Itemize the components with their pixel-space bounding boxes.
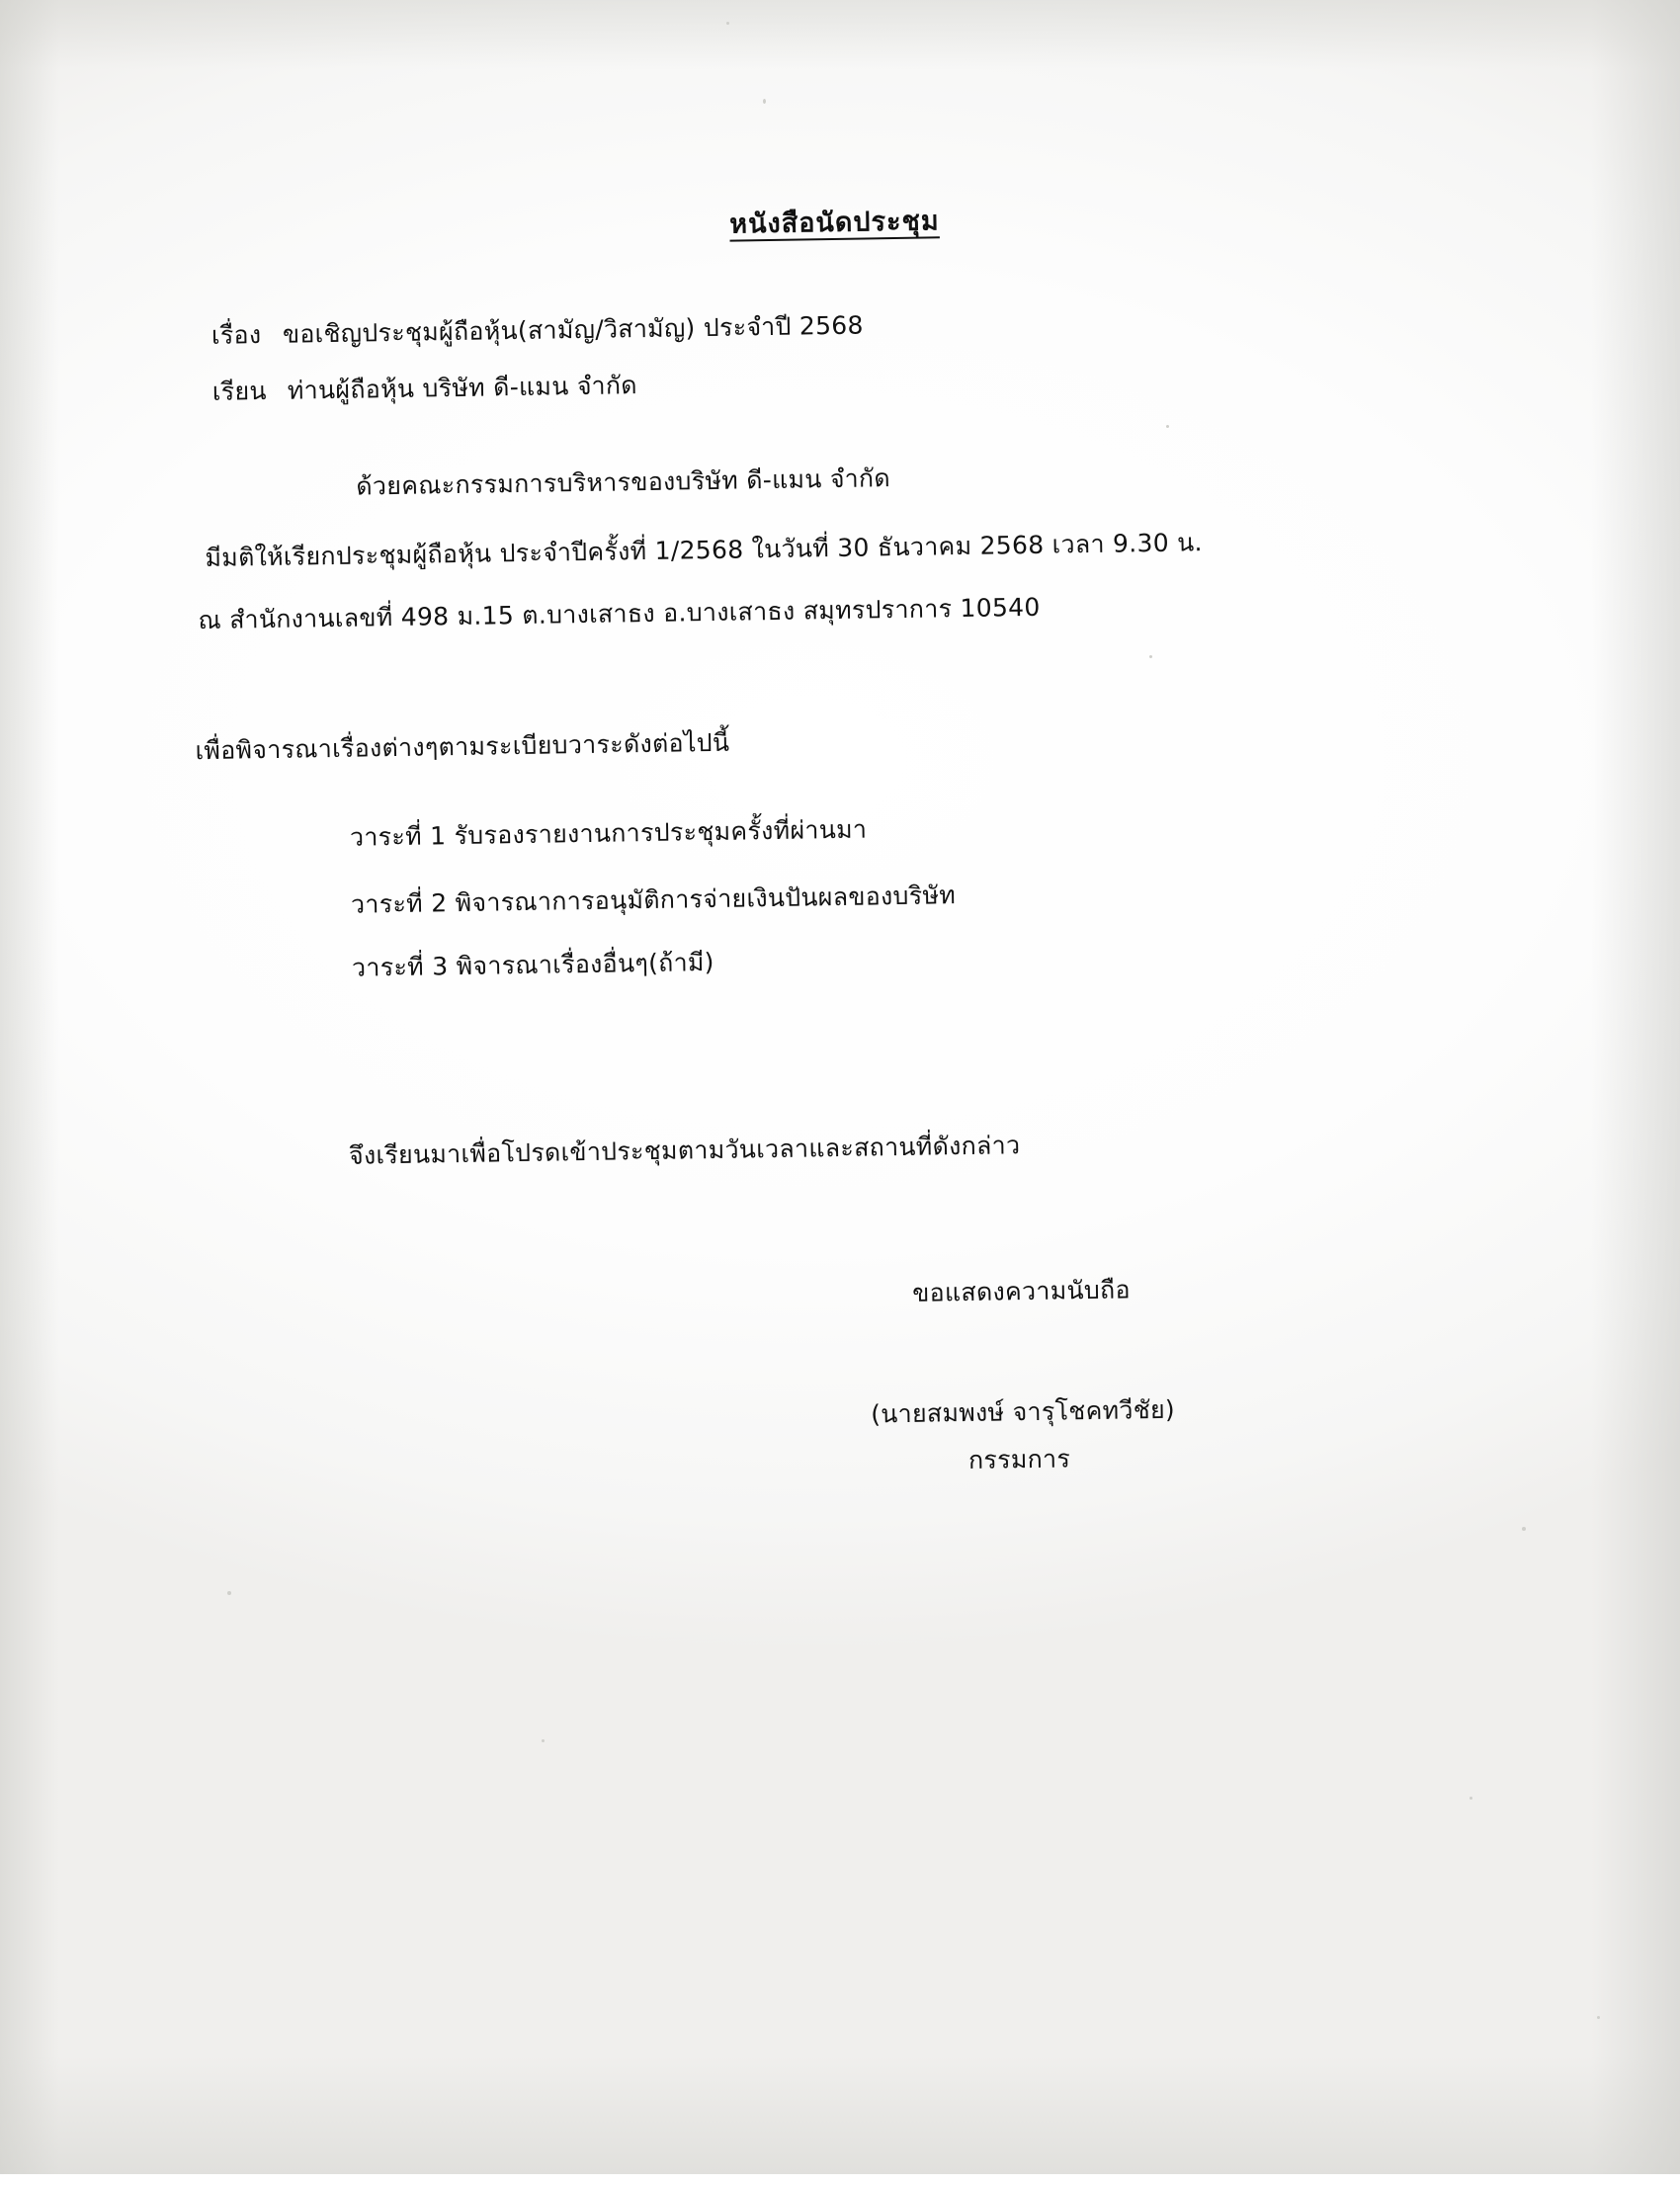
signer-name: (นายสมพงษ์ จารุโชคทวีชัย): [870, 1394, 1176, 1429]
document-title: หนังสือนัดประชุม: [729, 206, 940, 240]
signer-title: กรรมการ: [967, 1444, 1071, 1475]
subject-label: เรื่อง: [210, 320, 262, 350]
closing-line: จึงเรียนมาเพื่อโปรดเข้าประชุมตามวันเวลาและสถานที่ดังกล่าว: [348, 1131, 1021, 1170]
attention-label: เรียน: [211, 377, 268, 406]
regards-line: ขอแสดงความนับถือ: [912, 1275, 1131, 1307]
agenda-item: วาระที่ 3 พิจารณาเรื่องอื่นๆ(ถ้ามี): [351, 947, 714, 982]
resolution-line: มีมติให้เรียกประชุมผู้ถือหุ้น ประจำปีครั้งที่ 1/2568 ในวันที่ 30 ธันวาคม 2568 เวลา 9.30 น.: [205, 528, 1204, 573]
agenda-item: วาระที่ 1 รับรองรายงานการประชุมครั้งที่ผ่านมา: [349, 814, 868, 852]
agenda-intro: เพื่อพิจารณาเรื่องต่างๆตามระเบียบวาระดังต่อไปนี้: [195, 727, 730, 766]
intro-line: ด้วยคณะกรรมการบริหารของบริษัท ดี-แมน จำกัด: [356, 463, 891, 501]
subject-text: ขอเชิญประชุมผู้ถือหุ้น(สามัญ/วิสามัญ) ประจำปี 2568: [282, 310, 864, 349]
venue-line: ณ สำนักงานเลขที่ 498 ม.15 ต.บางเสาธง อ.บางเสาธง สมุทรปราการ 10540: [198, 592, 1041, 635]
attention-text: ท่านผู้ถือหุ้น บริษัท ดี-แมน จำกัด: [287, 371, 638, 405]
agenda-item: วาระที่ 2 พิจารณาการอนุมัติการจ่ายเงินปันผลของบริษัท: [350, 881, 957, 919]
